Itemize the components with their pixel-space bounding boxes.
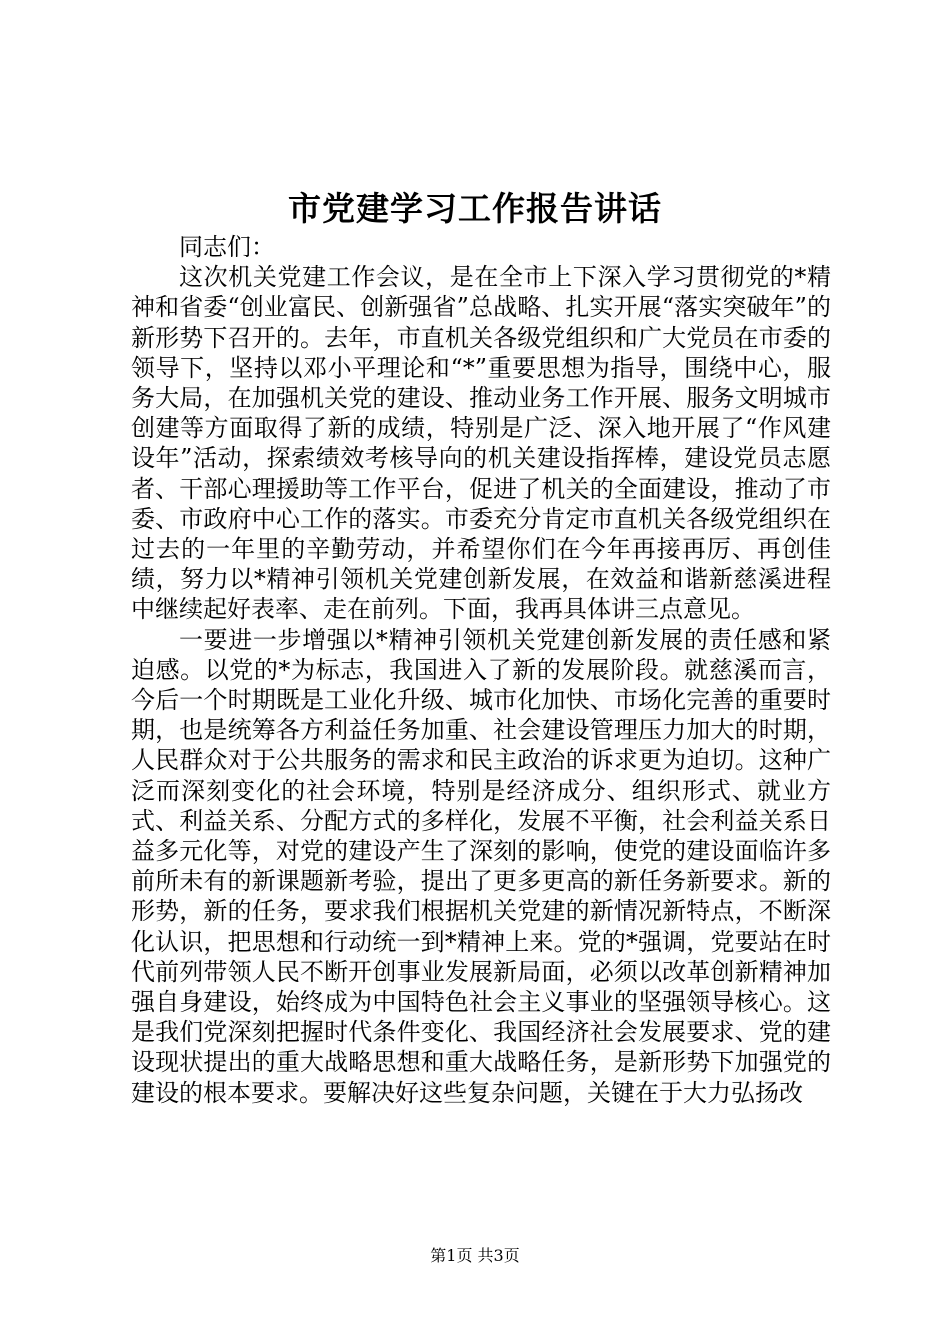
document-body [131,232,831,1108]
paragraph-2: 一要进一步增强以*精神引领机关党建创新发展的责任感和紧迫感。以党的*为标志，我国进入了新的发展阶段。就慈溪而言，今后一个时期既是工业化升级、城市化加快、市场化完善的重要时期，也是统筹各方利益任务加重、社会建设管理压力加大的时期，人民群众对于公共服务的需求和民主政治的诉求更为迫切。这种广泛而深刻变化的社会环境，特别是经济成分、组织形式、就业方式、利益关系、分配方式的多样化，发展不平衡，社会利益关系日益多元化等，对党的建设产生了深刻的影响，使党的建设面临许多前所未有的新课题新考验，提出了更多更高的新任务新要求。新的形势，新的任务，要求我们根据机关党建的新情况新特点，不断深化认识，把思想和行动统一到*精神上来。党的*强调，党要站在时代前列带领人民不断开创事业发展新局面，必须以改革创新精神加强自身建设，始终成为中国特色社会主义事业的坚强领导核心。这是我们党深刻把握时代条件变化、我国经济社会发展要求、党的建设现状提出的重大战略思想和重大战略任务，是新形势下加强党的建设的根本要求。要解决好这些复杂问题，关键在于大力弘扬改 [131,625,831,1107]
paragraph-1: 这次机关党建工作会议，是在全市上下深入学习贯彻党的*精神和省委“创业富民、创新强省”总战略、扎实开展“落实突破年”的新形势下召开的。去年，市直机关各级党组织和广大党员在市委的领导下，坚持以邓小平理论和“*”重要思想为指导，围绕中心，服务大局，在加强机关党的建设、推动业务工作开展、服务文明城市创建等方面取得了新的成绩，特别是广泛、深入地开展了“作风建设年”活动，探索绩效考核导向的机关建设指挥棒，建设党员志愿者、干部心理援助等工作平台，促进了机关的全面建设，推动了市委、市政府中心工作的落实。市委充分肯定市直机关各级党组织在过去的一年里的辛勤劳动，并希望你们在今年再接再厉、再创佳绩，努力以*精神引领机关党建创新发展，在效益和谐新慈溪进程中继续起好表率、走在前列。下面，我再具体讲三点意见。 [131,263,831,624]
document-title: 市党建学习工作报告讲话 [288,189,662,228]
page-footer: 第1页 共3页 [430,1246,520,1265]
salutation: 同志们： [179,233,275,261]
